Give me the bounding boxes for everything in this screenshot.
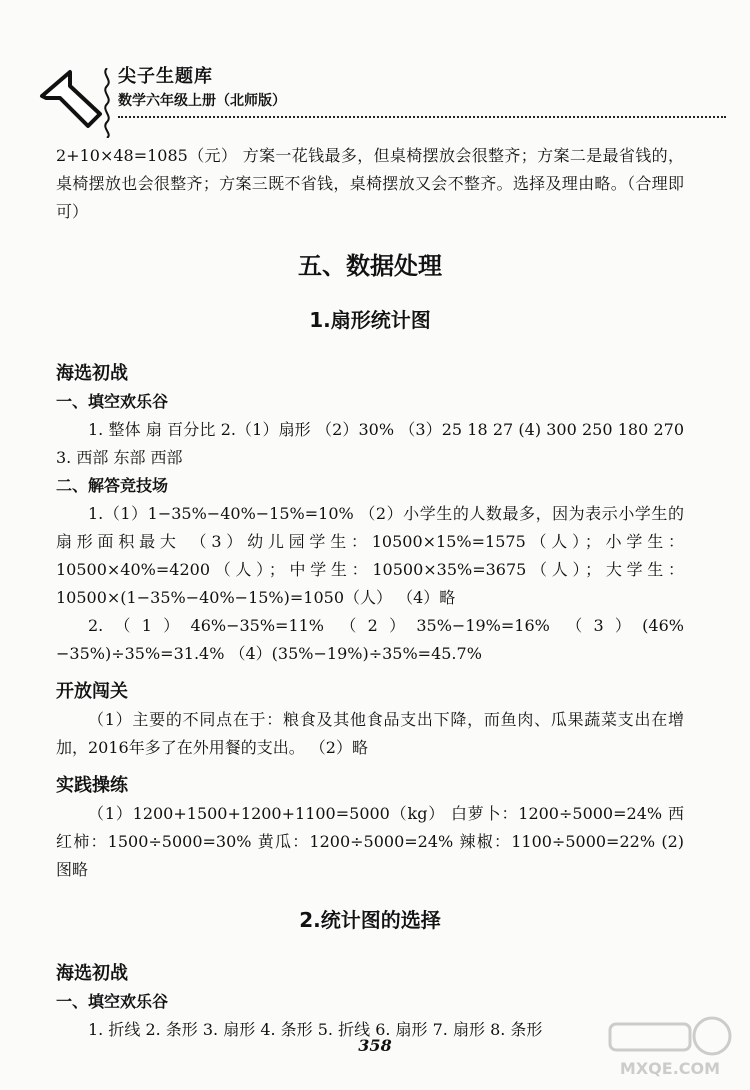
answer-item-2: 2.（1）46%−35%=11% （2）35%−19%=16% （3）(46%−35%)÷35%=31.4% （4）(35%−19%)÷35%=45.7% bbox=[56, 616, 684, 663]
intro-paragraph: 2+10×48=1085（元） 方案一花钱最多，但桌椅摆放会很整齐；方案二是最省钱的，桌椅摆放也会很整齐；方案三既不省钱，桌椅摆放又会不整齐。选择及理由略。（合理即可） bbox=[56, 146, 684, 221]
heading-haixuan-2: 海选初战 bbox=[56, 963, 128, 984]
arrow-logo-icon bbox=[36, 66, 108, 138]
heading-practice: 实践操练 bbox=[56, 775, 128, 796]
answer-item-1: 1.（1）1−35%−40%−15%=10% （2）小学生的人数最多，因为表示小学生的扇形面积最大 （3）幼儿园学生：10500×15%=1575（人）；小学生：10500×40%=4200（人）；中学生：10500×35%=3675（人）；大学生：10500×(1−35%−40%−15%)=1050（人） （4）略 bbox=[56, 504, 684, 607]
fill-answers-1: 1. 整体 扇 百分比 2.（1）扇形 （2）30% （3）25 18 27 (4) 300 250 180 270 3. 西部 东部 西部 bbox=[56, 420, 684, 467]
svg-text:MXQE.COM: MXQE.COM bbox=[619, 1059, 721, 1078]
chapter-title: 五、数据处理 bbox=[298, 252, 442, 280]
section-2-title: 2.统计图的选择 bbox=[299, 908, 441, 932]
wavy-divider-icon bbox=[100, 68, 114, 138]
heading-fill-2: 一、填空欢乐谷 bbox=[56, 992, 169, 1011]
watermark-logo-icon bbox=[600, 1012, 740, 1082]
fill-answers-2: 1. 折线 2. 条形 3. 扇形 4. 条形 5. 折线 6. 扇形 7. 扇形 8. 条形 bbox=[88, 1020, 543, 1039]
header-dotted-rule bbox=[118, 116, 726, 118]
book-subtitle: 数学六年级上册（北师版） bbox=[118, 93, 286, 109]
heading-fill-1: 一、填空欢乐谷 bbox=[56, 392, 169, 411]
main-content bbox=[56, 142, 684, 1044]
page-header bbox=[36, 58, 726, 138]
open-answers: （1）主要的不同点在于：粮食及其他食品支出下降，而鱼肉、瓜果蔬菜支出在增加，2016年多了在外用餐的支出。 （2）略 bbox=[56, 710, 684, 757]
series-brand: 尖子生题库 bbox=[118, 66, 213, 87]
heading-answer-1: 二、解答竞技场 bbox=[56, 476, 169, 495]
page-number: 358 bbox=[358, 1036, 392, 1055]
heading-open: 开放闯关 bbox=[56, 681, 128, 702]
heading-haixuan-1: 海选初战 bbox=[56, 363, 128, 384]
practice-answers: （1）1200+1500+1200+1100=5000（kg） 白萝卜：1200÷5000=24% 西红柿：1500÷5000=30% 黄瓜：1200÷5000=24% 辣椒：1100÷5000=22% (2) 图略 bbox=[56, 804, 684, 879]
section-1-title: 1.扇形统计图 bbox=[309, 308, 431, 332]
